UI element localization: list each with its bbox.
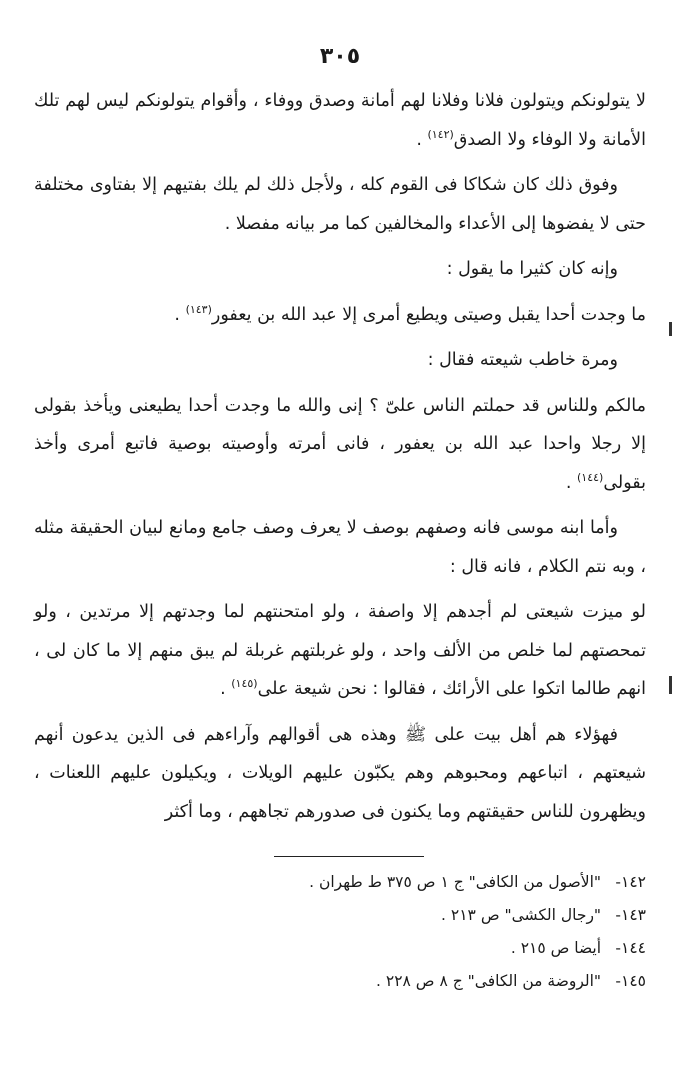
quote-2 <box>34 387 646 503</box>
quote-2-end: . <box>565 472 577 493</box>
paragraph-3-text: وإنه كان كثيرا ما يقول : <box>446 259 618 279</box>
footnote-143 <box>34 899 646 932</box>
quote-3-end: . <box>220 679 232 699</box>
footnote-144 <box>34 932 646 965</box>
paragraph-5 <box>34 341 646 380</box>
footnote-ref-144: (١٤٤) <box>576 470 604 484</box>
footnote-number: ١٤٥- <box>615 972 646 990</box>
footnote-text: أيضا ص ٢١٥ . <box>510 939 602 957</box>
paragraph-9 <box>34 716 646 832</box>
paragraph-9-text: فهؤلاء هم أهل بيت على ﷺ وهذه هى أقوالهم وآراءهم فى الذين يدعون أنهم شيعتهم ، اتباعهم ومحبوهم وهم يكبّون عليهم الويلات ، ويكيلون عليهم اللعنات ، ويظهرون للناس حقيقتهم وما يكنون فى صدورهم تجاههم ، وما أكثر <box>34 724 646 822</box>
paragraph-7 <box>34 509 646 586</box>
footnote-ref-142: (١٤٢) <box>427 127 454 141</box>
footnote-text: "الروضة من الكافى" ج ٨ ص ٢٢٨ . <box>376 972 602 990</box>
quote-1-end: . <box>174 304 186 325</box>
footnote-ref-145: (١٤٥) <box>231 677 258 691</box>
scan-edge-mark <box>669 676 672 694</box>
footnote-number: ١٤٤- <box>615 939 646 957</box>
quote-3 <box>34 593 646 709</box>
quote-1 <box>34 296 646 335</box>
paragraph-1 <box>34 82 646 159</box>
footnote-142 <box>34 866 646 899</box>
paragraph-2 <box>34 166 646 243</box>
footnotes <box>34 866 646 998</box>
scan-edge-mark <box>669 322 672 336</box>
paragraph-2-text: وفوق ذلك كان شكاكا فى القوم كله ، ولأجل ذلك لم يلك بفتيهم إلا بفتاوى مختلفة حتى لا يفضوها إلى الأعداء والمخالفين كما مر بيانه مفصلا . <box>34 175 646 234</box>
paragraph-3 <box>34 250 646 289</box>
main-text <box>34 82 646 838</box>
quote-3-text: لو ميزت شيعتى لم أجدهم إلا واصفة ، ولو امتحنتهم لما وجدتهم إلا مرتدين ، ولو تمحصتهم لما خلص من الألف واحد ، ولو غربلتهم غربلة لم يبق منهم إلا ما كان لى ، انهم طالما اتكوا على الأرائك ، فقالوا : نحن شيعة على <box>34 602 646 699</box>
paragraph-1-text: لا يتولونكم ويتولون فلانا وفلانا لهم أمانة وصدق ووفاء ، وأقوام يتولونكم ليس لهم تلك الأمانة ولا الوفاء ولا الصدق <box>34 91 646 150</box>
footnote-text: "الأصول من الكافى" ج ١ ص ٣٧٥ ط طهران . <box>309 873 602 891</box>
paragraph-7-text: وأما ابنه موسى فانه وصفهم بوصف لا يعرف وصف جامع ومانع لبيان الحقيقة مثله ، وبه نتم الكلام ، فانه قال : <box>34 518 646 577</box>
footnote-separator <box>274 856 424 857</box>
footnote-text: "رجال الكشى" ص ٢١٣ . <box>441 906 602 924</box>
footnote-number: ١٤٣- <box>615 906 646 924</box>
footnote-number: ١٤٢- <box>615 873 646 891</box>
quote-1-text: ما وجدت أحدا يقبل وصيتى ويطيع أمرى إلا عبد الله بن يعفور <box>211 304 646 325</box>
quote-2-text: مالكم وللناس قد حملتم الناس علىّ ؟ إنى والله ما وجدت أحدا يطيعنى ويأخذ بقولى إلا رجلا واحدا عبد الله بن يعفور ، فانى أمرته وأوصيته بوصية فاتبع أمرى وأخذ بقولى <box>34 395 646 493</box>
paragraph-1-end: . <box>416 129 428 150</box>
paragraph-5-text: ومرة خاطب شيعته فقال : <box>427 350 618 370</box>
footnote-145 <box>34 965 646 998</box>
footnote-ref-143: (١٤٣) <box>185 302 212 316</box>
page-number: ٣٠٥ <box>319 44 361 69</box>
